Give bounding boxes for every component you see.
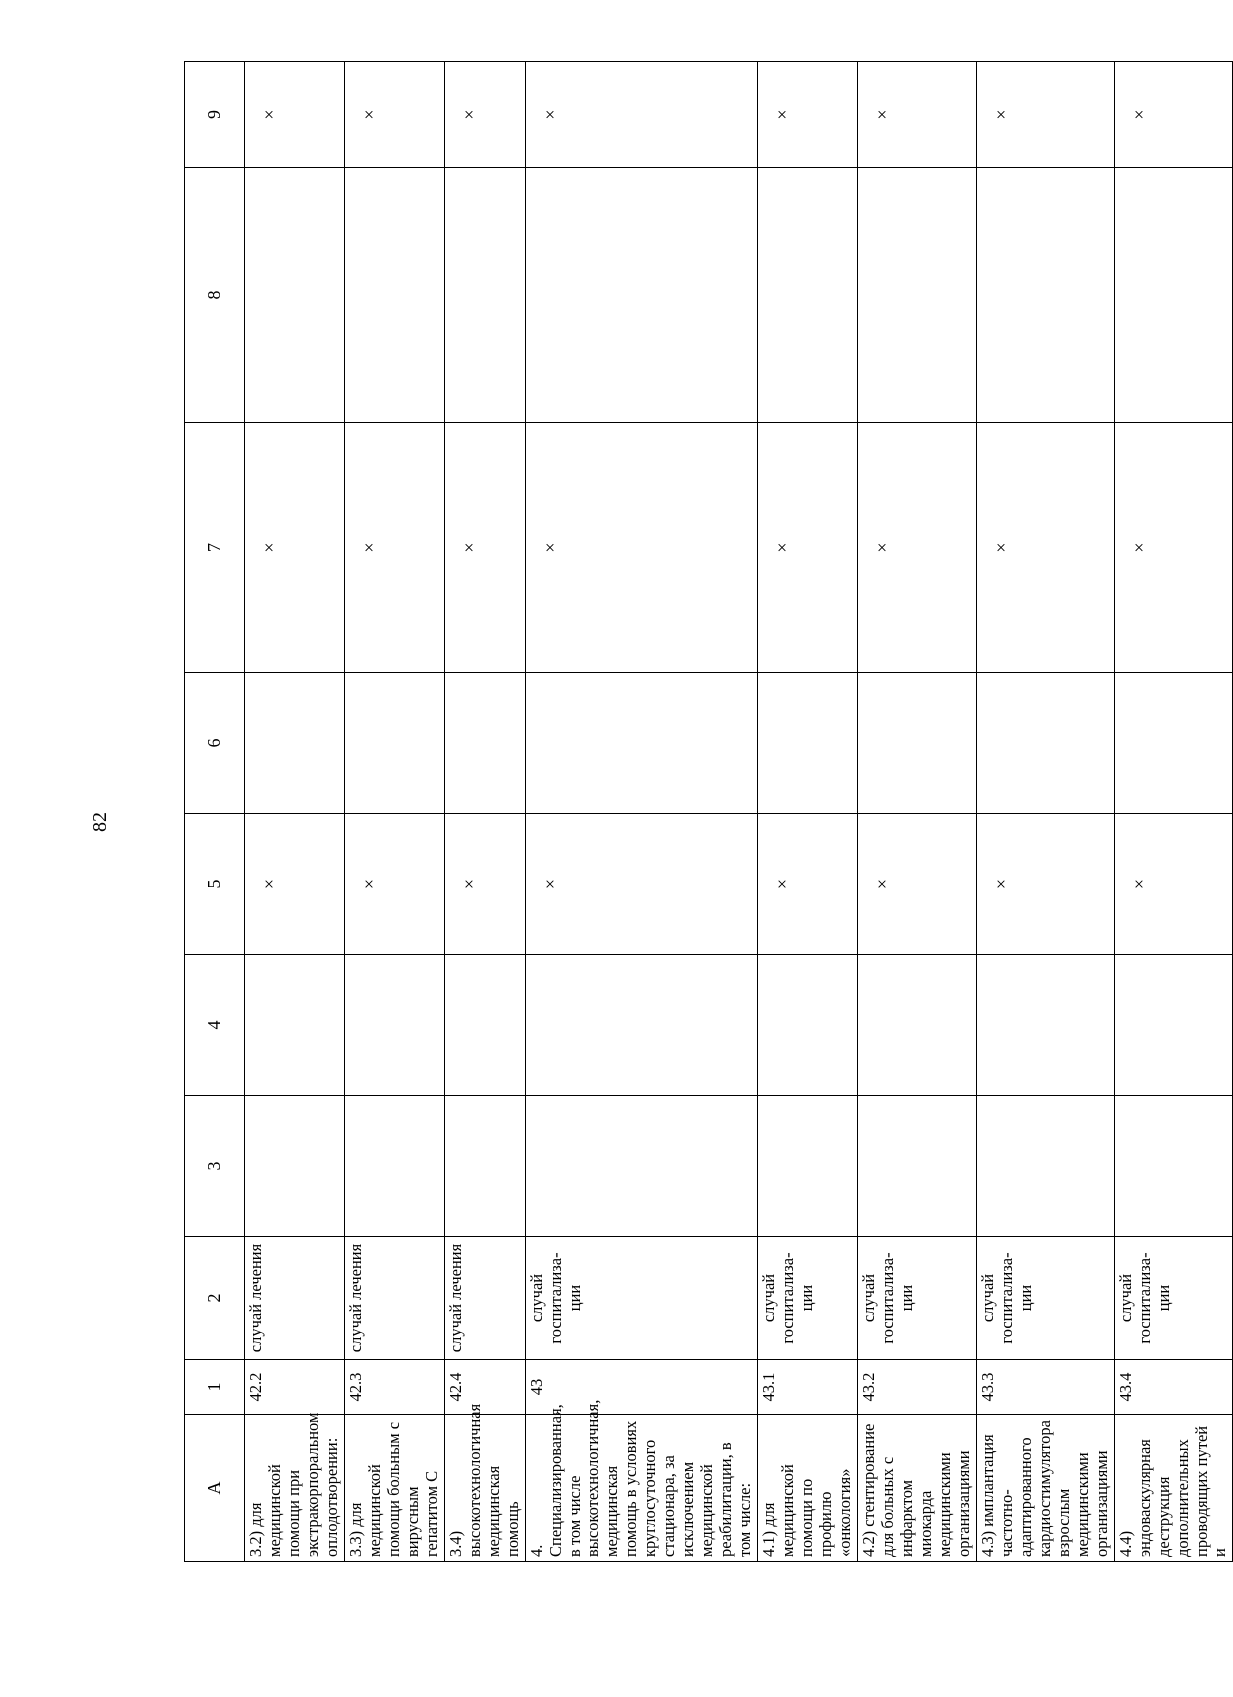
- row-unit: случай лечения: [444, 1237, 525, 1360]
- cell-col3: [858, 1096, 977, 1237]
- cell-col6: [344, 673, 444, 814]
- row-unit: случай лечения: [245, 1237, 345, 1360]
- cell-col7: ×: [245, 423, 345, 673]
- row-name: 4.2) стентирование для больных с инфарктом миокарда медицинскими организациями: [858, 1415, 977, 1562]
- row-code: 42.2: [245, 1360, 345, 1415]
- row-unit: случай госпитализа-ции: [858, 1237, 977, 1360]
- table-row: [344, 62, 444, 1562]
- cell-col4: [976, 955, 1114, 1096]
- row-code: 43.1: [758, 1360, 858, 1415]
- row-code: 43.3: [976, 1360, 1114, 1415]
- cell-col9: ×: [758, 62, 858, 168]
- cell-col9: ×: [444, 62, 525, 168]
- column-header-6: 6: [185, 673, 245, 814]
- cell-col8: [444, 168, 525, 423]
- cell-col3: [344, 1096, 444, 1237]
- column-header-7: 7: [185, 423, 245, 673]
- data-table: [184, 61, 1233, 1562]
- cell-col3: [245, 1096, 345, 1237]
- cell-col3: [1114, 1096, 1233, 1237]
- cell-col5: ×: [758, 814, 858, 955]
- cell-col8: [1114, 168, 1233, 423]
- cell-col8: [758, 168, 858, 423]
- row-code: 42.3: [344, 1360, 444, 1415]
- cell-col6: [525, 673, 758, 814]
- cell-col4: [758, 955, 858, 1096]
- cell-col8: [525, 168, 758, 423]
- header-row: [185, 62, 245, 1562]
- cell-col6: [758, 673, 858, 814]
- rotated-table: [184, 62, 1230, 1562]
- cell-col9: ×: [858, 62, 977, 168]
- table-row: [758, 62, 858, 1562]
- table-container: [184, 62, 1230, 1562]
- cell-col7: ×: [344, 423, 444, 673]
- cell-col3: [976, 1096, 1114, 1237]
- cell-col8: [976, 168, 1114, 423]
- cell-col5: ×: [525, 814, 758, 955]
- cell-col4: [344, 955, 444, 1096]
- cell-col5: ×: [444, 814, 525, 955]
- row-name: 4.1) для медицинской помощи по профилю «онкология»: [758, 1415, 858, 1562]
- cell-col6: [444, 673, 525, 814]
- cell-col6: [245, 673, 345, 814]
- cell-col5: ×: [1114, 814, 1233, 955]
- cell-col4: [525, 955, 758, 1096]
- cell-col7: ×: [858, 423, 977, 673]
- cell-col6: [976, 673, 1114, 814]
- table-row: [976, 62, 1114, 1562]
- column-header-4: 4: [185, 955, 245, 1096]
- row-name: 4.4) эндоваскулярная деструкция дополнительных проводящих путей и: [1114, 1415, 1233, 1562]
- table-row: [858, 62, 977, 1562]
- cell-col9: ×: [1114, 62, 1233, 168]
- cell-col9: ×: [344, 62, 444, 168]
- cell-col4: [1114, 955, 1233, 1096]
- column-header-5: 5: [185, 814, 245, 955]
- table-row: [444, 62, 525, 1562]
- cell-col7: ×: [1114, 423, 1233, 673]
- column-header-8: 8: [185, 168, 245, 423]
- table-row: [245, 62, 345, 1562]
- row-code: 43: [525, 1360, 758, 1415]
- cell-col8: [858, 168, 977, 423]
- row-unit: случай госпитализа-ции: [1114, 1237, 1233, 1360]
- column-header-2: 2: [185, 1237, 245, 1360]
- cell-col8: [245, 168, 345, 423]
- cell-col6: [1114, 673, 1233, 814]
- column-header-9: 9: [185, 62, 245, 168]
- table-row: [1114, 62, 1233, 1562]
- row-code: 42.4: [444, 1360, 525, 1415]
- row-code: 43.2: [858, 1360, 977, 1415]
- cell-col6: [858, 673, 977, 814]
- row-unit: случай лечения: [344, 1237, 444, 1360]
- row-unit: случай госпитализа-ции: [525, 1237, 758, 1360]
- cell-col7: ×: [444, 423, 525, 673]
- table-row: [525, 62, 758, 1562]
- cell-col9: ×: [245, 62, 345, 168]
- column-header-a: A: [185, 1415, 245, 1562]
- row-name: 3.4) высокотехнологичная медицинская помощь: [444, 1415, 525, 1562]
- page-number: 82: [89, 812, 111, 832]
- cell-col8: [344, 168, 444, 423]
- row-name: 4. Специализированная, в том числе высокотехнологичная, медицинская помощь в условиях круглосуточного стационара, за исключением медицинской реабилитации, в том числе:: [525, 1415, 758, 1562]
- cell-col5: ×: [344, 814, 444, 955]
- cell-col5: ×: [858, 814, 977, 955]
- cell-col3: [525, 1096, 758, 1237]
- column-header-1: 1: [185, 1360, 245, 1415]
- column-header-3: 3: [185, 1096, 245, 1237]
- cell-col4: [245, 955, 345, 1096]
- row-name: 3.3) для медицинской помощи больным с вирусным гепатитом С: [344, 1415, 444, 1562]
- row-unit: случай госпитализа-ции: [976, 1237, 1114, 1360]
- cell-col5: ×: [976, 814, 1114, 955]
- cell-col4: [858, 955, 977, 1096]
- cell-col7: ×: [758, 423, 858, 673]
- cell-col5: ×: [245, 814, 345, 955]
- cell-col3: [758, 1096, 858, 1237]
- row-name: 3.2) для медицинской помощи при экстракорпоральном оплодотворении:: [245, 1415, 345, 1562]
- cell-col4: [444, 955, 525, 1096]
- row-unit: случай госпитализа-ции: [758, 1237, 858, 1360]
- cell-col9: ×: [976, 62, 1114, 168]
- cell-col9: ×: [525, 62, 758, 168]
- cell-col3: [444, 1096, 525, 1237]
- cell-col7: ×: [525, 423, 758, 673]
- row-code: 43.4: [1114, 1360, 1233, 1415]
- cell-col7: ×: [976, 423, 1114, 673]
- row-name: 4.3) имплантация частотно-адаптированного кардиостимулятора взрослым медицинскими организациями: [976, 1415, 1114, 1562]
